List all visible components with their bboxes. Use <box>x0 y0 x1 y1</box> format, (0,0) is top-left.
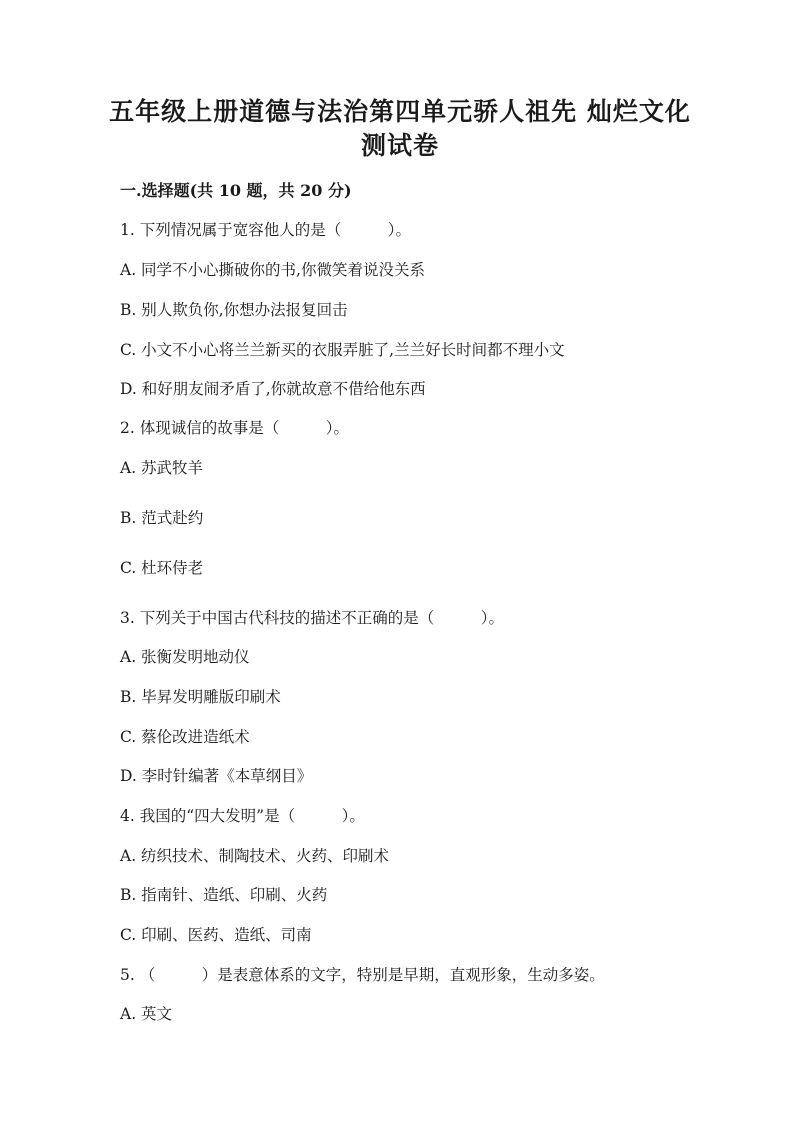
answer-option: C. 印刷、医药、造纸、司南 <box>120 926 312 944</box>
answer-option: A. 张衡发明地动仪 <box>120 648 250 666</box>
answer-option: A. 纺织技术、制陶技术、火药、印刷术 <box>120 847 390 865</box>
answer-option: A. 英文 <box>120 1005 173 1023</box>
document-title-line-1: 五年级上册道德与法治第四单元骄人祖先 灿烂文化 <box>109 97 691 126</box>
question-stem: 3. 下列关于中国古代科技的描述不正确的是（ ）。 <box>120 609 504 627</box>
document-title-line-2: 测试卷 <box>360 131 439 160</box>
answer-option: D. 李时针编著《本草纲目》 <box>120 767 313 785</box>
answer-option: B. 毕昇发明雕版印刷术 <box>120 688 281 706</box>
answer-option: C. 蔡伦改进造纸术 <box>120 728 250 746</box>
answer-option: C. 杜环侍老 <box>120 559 204 577</box>
section-heading: 一.选择题(共 10 题，共 20 分) <box>120 181 352 200</box>
answer-option: A. 同学不小心撕破你的书,你微笑着说没关系 <box>120 261 425 279</box>
answer-option: B. 指南针、造纸、印刷、火药 <box>120 886 328 904</box>
answer-option: D. 和好朋友闹矛盾了,你就故意不借给他东西 <box>120 380 426 398</box>
answer-option: A. 苏武牧羊 <box>120 459 204 477</box>
question-stem: 2. 体现诚信的故事是（ ）。 <box>120 419 349 437</box>
answer-option: B. 范式赴约 <box>120 509 204 527</box>
answer-option: B. 别人欺负你,你想办法报复回击 <box>120 301 348 319</box>
question-stem: 4. 我国的“四大发明”是（ ）。 <box>120 807 365 825</box>
answer-option: C. 小文不小心将兰兰新买的衣服弄脏了,兰兰好长时间都不理小文 <box>120 341 565 359</box>
question-stem: 5. （ ）是表意体系的文字，特别是早期，直观形象，生动多姿。 <box>120 966 605 984</box>
question-stem: 1. 下列情况属于宽容他人的是（ ）。 <box>120 221 411 239</box>
